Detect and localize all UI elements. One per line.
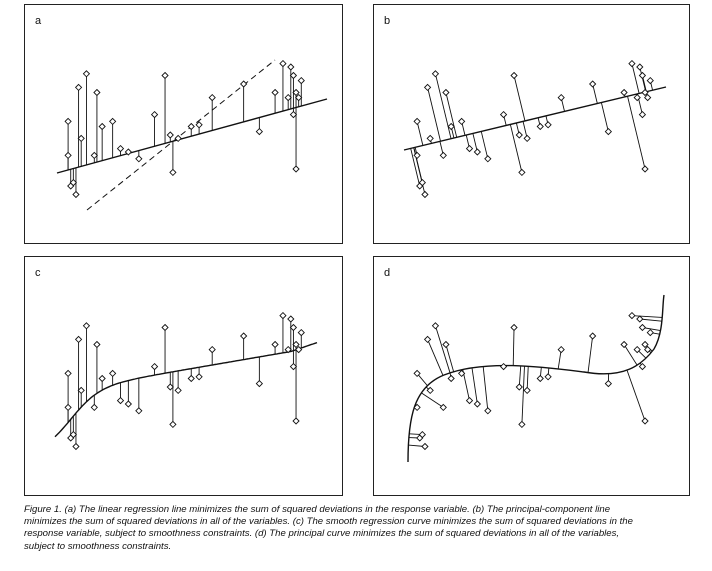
data-point bbox=[83, 323, 89, 329]
data-point bbox=[639, 73, 645, 79]
data-point bbox=[605, 381, 611, 387]
panel-b bbox=[373, 4, 690, 244]
panel-label-d: d bbox=[384, 267, 391, 279]
data-point bbox=[519, 421, 525, 427]
data-point bbox=[78, 135, 84, 141]
data-point bbox=[209, 95, 215, 101]
residual-segment bbox=[446, 345, 454, 372]
data-point bbox=[621, 342, 627, 348]
residual-segment bbox=[428, 87, 441, 141]
data-point bbox=[545, 122, 551, 128]
data-point bbox=[422, 444, 428, 450]
data-point bbox=[432, 323, 438, 329]
data-point bbox=[590, 81, 596, 87]
data-point bbox=[298, 78, 304, 84]
data-point bbox=[440, 152, 446, 158]
smooth-regression-curve bbox=[55, 343, 317, 437]
panel-label-b: b bbox=[384, 15, 391, 27]
data-point bbox=[425, 84, 431, 90]
data-point bbox=[288, 316, 294, 322]
data-point bbox=[170, 421, 176, 427]
data-point bbox=[256, 129, 262, 135]
data-point bbox=[65, 370, 71, 376]
data-point bbox=[639, 325, 645, 331]
data-point bbox=[414, 118, 420, 124]
data-point bbox=[91, 404, 97, 410]
data-point bbox=[290, 73, 296, 79]
caption-line: subject to smoothness constraints. bbox=[24, 540, 172, 552]
data-point bbox=[642, 166, 648, 172]
data-point bbox=[99, 124, 105, 130]
data-point bbox=[152, 364, 158, 370]
data-point bbox=[76, 84, 82, 90]
data-point bbox=[621, 90, 627, 96]
panel-label-c: c bbox=[35, 267, 41, 279]
data-point bbox=[175, 387, 181, 393]
data-point bbox=[78, 387, 84, 393]
data-point bbox=[136, 408, 142, 414]
plot-principal-curve bbox=[374, 257, 691, 497]
data-point bbox=[65, 118, 71, 124]
data-point bbox=[73, 192, 79, 198]
residual-segment bbox=[481, 131, 488, 158]
data-point bbox=[290, 325, 296, 331]
data-point bbox=[629, 313, 635, 319]
residual-segment bbox=[628, 96, 645, 169]
figure-caption bbox=[24, 504, 700, 553]
data-point bbox=[425, 336, 431, 342]
data-point bbox=[280, 61, 286, 67]
data-point bbox=[188, 376, 194, 382]
residual-segment bbox=[428, 339, 443, 375]
data-point bbox=[162, 73, 168, 79]
data-point bbox=[524, 387, 530, 393]
data-point bbox=[519, 169, 525, 175]
residual-segment bbox=[513, 328, 514, 366]
data-point bbox=[511, 73, 517, 79]
panel-d bbox=[373, 256, 690, 496]
data-point bbox=[298, 330, 304, 336]
residual-segment bbox=[510, 124, 522, 172]
residual-segment bbox=[624, 345, 637, 366]
data-point bbox=[94, 342, 100, 348]
residual-segment bbox=[472, 368, 477, 404]
data-point bbox=[467, 398, 473, 404]
data-point bbox=[459, 118, 465, 124]
data-point bbox=[83, 71, 89, 77]
data-point bbox=[256, 381, 262, 387]
residual-segment bbox=[417, 121, 423, 145]
data-point bbox=[162, 325, 168, 331]
data-point bbox=[501, 364, 507, 370]
data-point bbox=[474, 149, 480, 155]
data-point bbox=[91, 152, 97, 158]
residual-segment bbox=[632, 316, 662, 318]
data-point bbox=[272, 342, 278, 348]
data-point bbox=[118, 146, 124, 152]
data-point bbox=[647, 78, 653, 84]
data-point bbox=[629, 61, 635, 67]
data-point bbox=[272, 90, 278, 96]
data-point bbox=[443, 90, 449, 96]
data-point bbox=[196, 374, 202, 380]
data-point bbox=[537, 376, 543, 382]
regression-line bbox=[57, 99, 327, 173]
data-point bbox=[427, 135, 433, 141]
data-point bbox=[118, 398, 124, 404]
plot-linear-regression bbox=[25, 5, 344, 245]
plot-smooth-regression bbox=[25, 257, 344, 497]
data-point bbox=[485, 156, 491, 162]
data-point bbox=[241, 333, 247, 339]
data-point bbox=[516, 132, 522, 138]
data-point bbox=[293, 166, 299, 172]
caption-line: minimizes the sum of squared deviations in all of the variables. (c) The smooth regression curve minimizes the sum of squared deviations in the bbox=[24, 516, 633, 528]
data-point bbox=[537, 124, 543, 130]
data-point bbox=[639, 112, 645, 118]
data-point bbox=[422, 192, 428, 198]
residual-segment bbox=[588, 336, 593, 373]
residual-segment bbox=[421, 393, 443, 408]
data-point bbox=[485, 408, 491, 414]
residual-segment bbox=[601, 103, 608, 132]
panel-c bbox=[24, 256, 343, 496]
data-point bbox=[280, 313, 286, 319]
data-point bbox=[73, 444, 79, 450]
data-point bbox=[639, 364, 645, 370]
data-point bbox=[474, 401, 480, 407]
data-point bbox=[167, 384, 173, 390]
data-point bbox=[516, 384, 522, 390]
data-point bbox=[76, 336, 82, 342]
data-point bbox=[136, 156, 142, 162]
principal-axis-dashed-line bbox=[87, 60, 275, 210]
data-point bbox=[467, 146, 473, 152]
residual-segment bbox=[483, 366, 488, 410]
data-point bbox=[110, 370, 116, 376]
data-point bbox=[209, 347, 215, 353]
data-point bbox=[448, 376, 454, 382]
principal-component-line bbox=[404, 87, 666, 150]
data-point bbox=[501, 112, 507, 118]
data-point bbox=[605, 129, 611, 135]
data-point bbox=[432, 71, 438, 77]
residual-segment bbox=[514, 76, 525, 121]
residual-segment bbox=[640, 319, 662, 321]
caption-line: Figure 1. (a) The linear regression line minimizes the sum of squared deviations in the response variable. (b) The principal-component line bbox=[24, 504, 611, 515]
residual-segment bbox=[640, 67, 646, 92]
caption-line: response variable, subject to smoothness constraints. (d) The principal curve minimizes the sum of squared deviations in all of the variables, bbox=[24, 528, 620, 540]
data-point bbox=[167, 132, 173, 138]
data-point bbox=[99, 376, 105, 382]
principal-curve bbox=[408, 295, 664, 462]
data-point bbox=[558, 347, 564, 353]
residual-segment bbox=[435, 326, 450, 373]
data-point bbox=[511, 325, 517, 331]
data-point bbox=[293, 418, 299, 424]
data-point bbox=[241, 81, 247, 87]
residual-segment bbox=[446, 93, 457, 138]
data-point bbox=[524, 135, 530, 141]
panel-a bbox=[24, 4, 343, 244]
data-point bbox=[125, 401, 131, 407]
residual-segment bbox=[527, 366, 528, 390]
data-point bbox=[170, 169, 176, 175]
data-point bbox=[637, 64, 643, 70]
data-point bbox=[288, 64, 294, 70]
data-point bbox=[545, 374, 551, 380]
residual-segment bbox=[627, 370, 645, 421]
data-point bbox=[285, 95, 291, 101]
data-point bbox=[94, 90, 100, 96]
data-point bbox=[590, 333, 596, 339]
data-point bbox=[642, 418, 648, 424]
data-point bbox=[647, 330, 653, 336]
data-point bbox=[152, 112, 158, 118]
data-point bbox=[440, 404, 446, 410]
data-point bbox=[65, 404, 71, 410]
data-point bbox=[290, 112, 296, 118]
data-point bbox=[443, 342, 449, 348]
data-point bbox=[637, 316, 643, 322]
data-point bbox=[110, 118, 116, 124]
data-point bbox=[558, 95, 564, 101]
panel-label-a: a bbox=[35, 15, 42, 27]
plot-principal-component bbox=[374, 5, 691, 245]
data-point bbox=[65, 152, 71, 158]
data-point bbox=[290, 364, 296, 370]
residual-segment bbox=[522, 366, 525, 424]
